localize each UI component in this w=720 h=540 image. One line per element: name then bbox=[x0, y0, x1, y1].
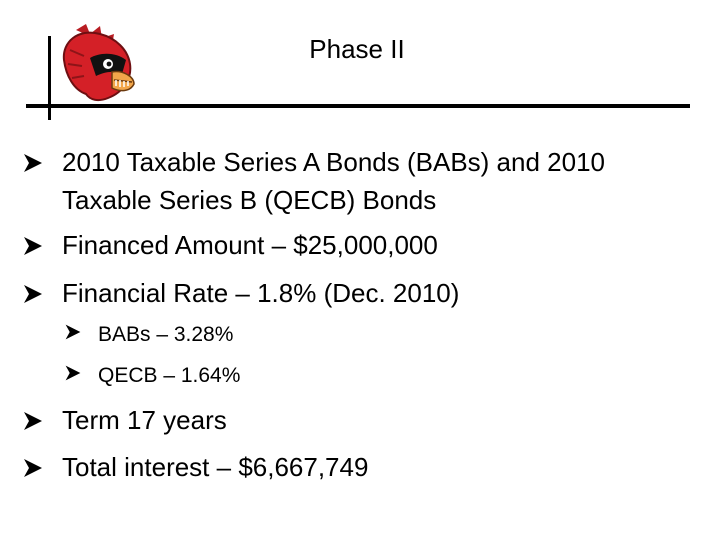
slide-title-text: Phase II bbox=[309, 34, 405, 64]
arrowhead-bullet-icon bbox=[22, 152, 44, 174]
arrowhead-bullet-icon bbox=[22, 457, 44, 479]
sub-bullet-text: QECB – 1.64% bbox=[98, 364, 241, 387]
arrowhead-bullet-icon bbox=[22, 283, 44, 305]
bullet-text-line1: 2010 Taxable Series A Bonds (BABs) and 2010 bbox=[62, 147, 606, 177]
bullet-text: Total interest – $6,667,749 bbox=[62, 452, 369, 482]
arrowhead-bullet-icon bbox=[22, 410, 44, 432]
bullet-text: Term 17 years bbox=[62, 405, 227, 435]
header-horizontal-rule bbox=[26, 104, 690, 108]
bullet-text: Financed Amount – $25,000,000 bbox=[62, 230, 438, 260]
arrowhead-bullet-icon bbox=[64, 364, 82, 382]
bullet-text: Financial Rate – 1.8% (Dec. 2010) bbox=[62, 278, 460, 308]
arrowhead-bullet-icon bbox=[64, 323, 82, 341]
slide-title bbox=[0, 34, 714, 65]
sub-bullet-text: BABs – 3.28% bbox=[98, 323, 234, 346]
arrowhead-bullet-icon bbox=[22, 235, 44, 257]
bullet-text-line2: Taxable Series B (QECB) Bonds bbox=[62, 185, 437, 215]
